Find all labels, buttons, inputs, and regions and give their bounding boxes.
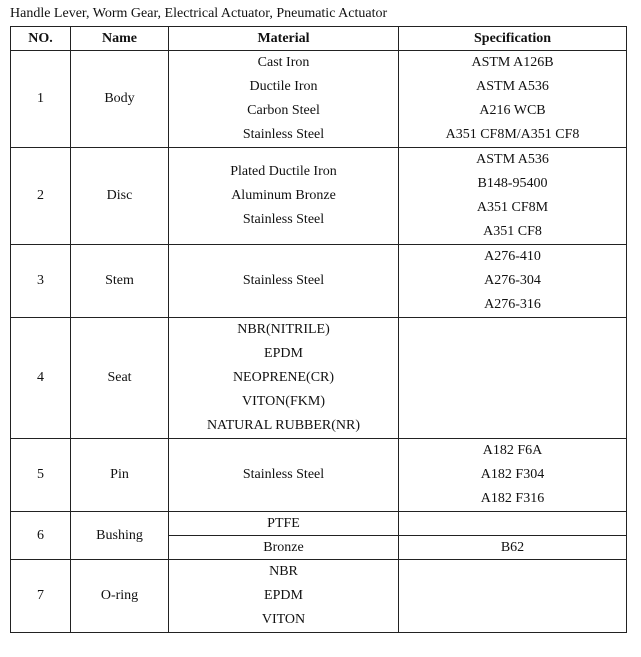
row-specification — [399, 51, 627, 148]
spec-item: A276-304 — [484, 273, 541, 288]
row-material — [169, 439, 399, 512]
row-name: Bushing — [71, 512, 169, 560]
table-header-row — [11, 27, 627, 51]
material-item: Carbon Steel — [247, 103, 320, 118]
spec-item: A351 CF8 — [483, 224, 542, 239]
table-row — [11, 439, 627, 512]
row-no: 5 — [11, 439, 71, 512]
table-row — [11, 51, 627, 148]
row-specification: B62 — [399, 536, 627, 560]
table-caption: Handle Lever, Worm Gear, Electrical Actuator, Pneumatic Actuator — [10, 6, 388, 21]
row-name: O-ring — [71, 560, 169, 633]
spec-item: A351 CF8M — [476, 200, 549, 215]
header-name: Name — [71, 27, 169, 51]
row-material — [169, 245, 399, 318]
row-no: 4 — [11, 318, 71, 439]
material-item: Plated Ductile Iron — [230, 164, 337, 179]
table-row — [11, 318, 627, 439]
row-no: 7 — [11, 560, 71, 633]
row-no: 2 — [11, 148, 71, 245]
spec-item: B148-95400 — [477, 176, 548, 191]
spec-item: A216 WCB — [479, 103, 546, 118]
material-item: EPDM — [264, 588, 303, 603]
row-name: Body — [71, 51, 169, 148]
material-item: Stainless Steel — [242, 273, 325, 288]
table-row — [11, 512, 627, 536]
row-material — [169, 318, 399, 439]
spec-item: A276-316 — [484, 297, 541, 312]
material-item: Cast Iron — [257, 55, 310, 70]
row-material — [169, 560, 399, 633]
row-specification — [399, 245, 627, 318]
row-no: 6 — [11, 512, 71, 560]
row-specification — [399, 560, 627, 633]
row-material: PTFE — [169, 512, 399, 536]
material-item: Ductile Iron — [249, 79, 318, 94]
row-name: Pin — [71, 439, 169, 512]
spec-item: A276-410 — [484, 249, 541, 264]
row-name: Seat — [71, 318, 169, 439]
row-material: Bronze — [169, 536, 399, 560]
row-name: Stem — [71, 245, 169, 318]
spec-item: ASTM A126B — [471, 55, 554, 70]
table-row — [11, 245, 627, 318]
table-row — [11, 148, 627, 245]
row-specification — [399, 318, 627, 439]
spec-item: ASTM A536 — [476, 79, 549, 94]
row-no: 1 — [11, 51, 71, 148]
row-specification — [399, 148, 627, 245]
material-specification-table — [10, 26, 627, 633]
header-no: NO. — [11, 27, 71, 51]
material-item: NBR(NITRILE) — [237, 322, 330, 337]
spec-item: A182 F304 — [480, 467, 545, 482]
material-item: EPDM — [264, 346, 303, 361]
header-specification: Specification — [399, 27, 627, 51]
material-item: Aluminum Bronze — [231, 188, 336, 203]
material-item: NBR — [269, 564, 298, 579]
material-item: Stainless Steel — [242, 467, 325, 482]
material-item: VITON — [261, 612, 306, 627]
row-name: Disc — [71, 148, 169, 245]
spec-item: A182 F6A — [482, 443, 543, 458]
material-item: NEOPRENE(CR) — [232, 370, 335, 385]
row-specification — [399, 439, 627, 512]
row-specification — [399, 512, 627, 536]
material-item: Stainless Steel — [242, 127, 325, 142]
spec-item: ASTM A536 — [476, 152, 549, 167]
row-material — [169, 51, 399, 148]
header-material: Material — [169, 27, 399, 51]
spec-item: A182 F316 — [480, 491, 545, 506]
row-material — [169, 148, 399, 245]
table-row — [11, 560, 627, 633]
material-item: VITON(FKM) — [242, 394, 325, 409]
spec-item: A351 CF8M/A351 CF8 — [445, 127, 580, 142]
material-item: Stainless Steel — [242, 212, 325, 227]
material-item: NATURAL RUBBER(NR) — [206, 418, 361, 433]
row-no: 3 — [11, 245, 71, 318]
